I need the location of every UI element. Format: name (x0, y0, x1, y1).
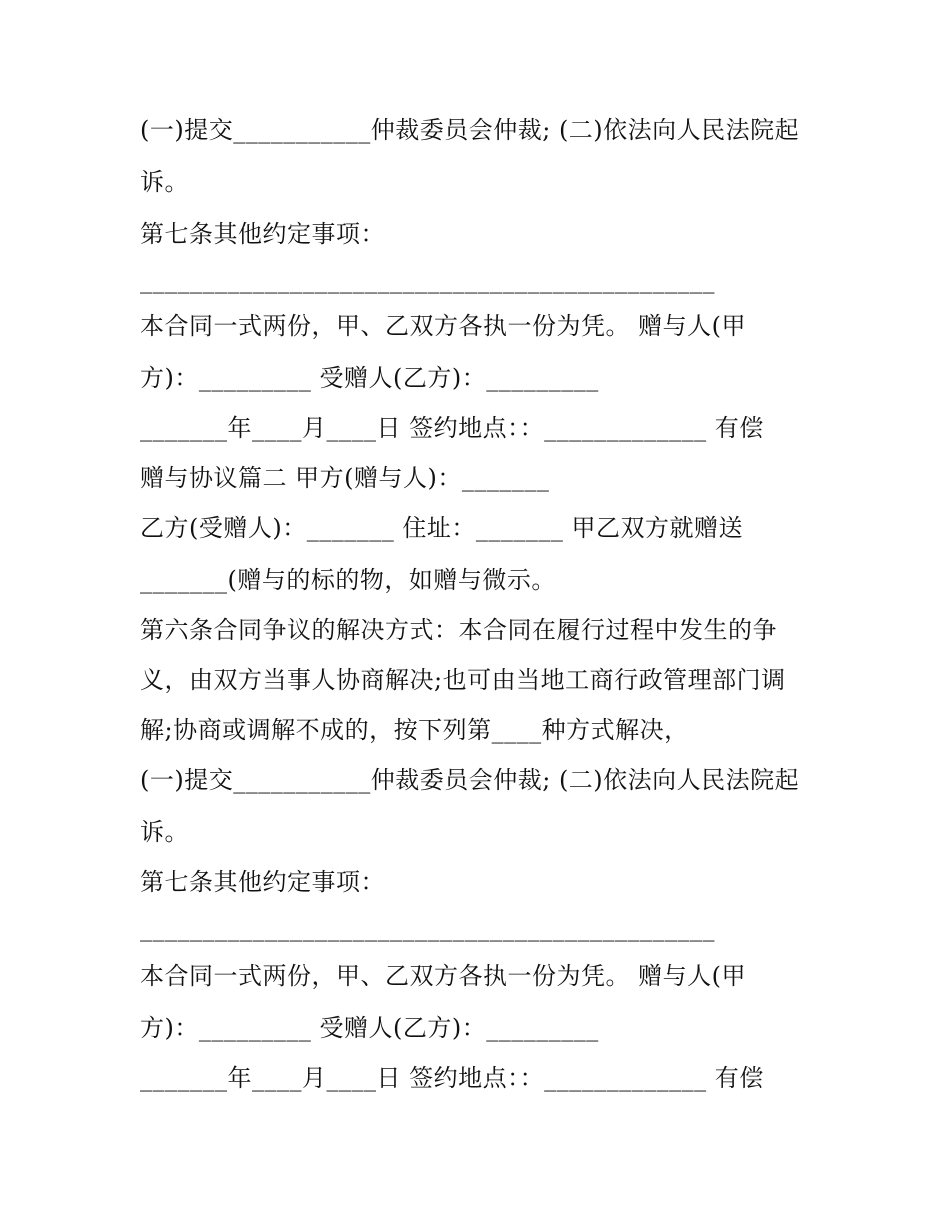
blank-line: ______________________________________________ (140, 914, 715, 942)
text-line: 方)：_________ 受赠人(乙方)：_________ (140, 364, 599, 392)
text-line: 诉。 (140, 168, 189, 196)
text-line: _______年____月____日 签约地点：：_____________ 有偿 (140, 1064, 764, 1092)
text-line: 乙方(受赠人)：_______ 住址：_______ 甲乙双方就赠送 (140, 514, 743, 542)
text-line: 义，由双方当事人协商解决;也可由当地工商行政管理部门调 (140, 666, 786, 694)
text-line: (一)提交___________仲裁委员会仲裁; (二)依法向人民法院起 (140, 116, 800, 144)
blank-line: ______________________________________________ (140, 266, 715, 294)
text-line: 第七条其他约定事项： (140, 868, 385, 896)
text-line: 第六条合同争议的解决方式：本合同在履行过程中发生的争 (140, 616, 777, 644)
text-line: 方)：_________ 受赠人(乙方)：_________ (140, 1014, 599, 1042)
text-line: _______(赠与的标的物，如赠与微示。 (140, 566, 556, 594)
text-line: 本合同一式两份，甲、乙双方各执一份为凭。 赠与人(甲 (140, 962, 746, 990)
text-line: 解;协商或调解不成的，按下列第____种方式解决， (140, 716, 689, 744)
text-line: 赠与协议篇二 甲方(赠与人)：_______ (140, 464, 550, 492)
text-line: (一)提交___________仲裁委员会仲裁; (二)依法向人民法院起 (140, 766, 800, 794)
text-line: _______年____月____日 签约地点：：_____________ 有偿 (140, 414, 764, 442)
text-line: 第七条其他约定事项： (140, 220, 385, 248)
text-line: 本合同一式两份，甲、乙双方各执一份为凭。 赠与人(甲 (140, 312, 746, 340)
text-line: 诉。 (140, 818, 189, 846)
